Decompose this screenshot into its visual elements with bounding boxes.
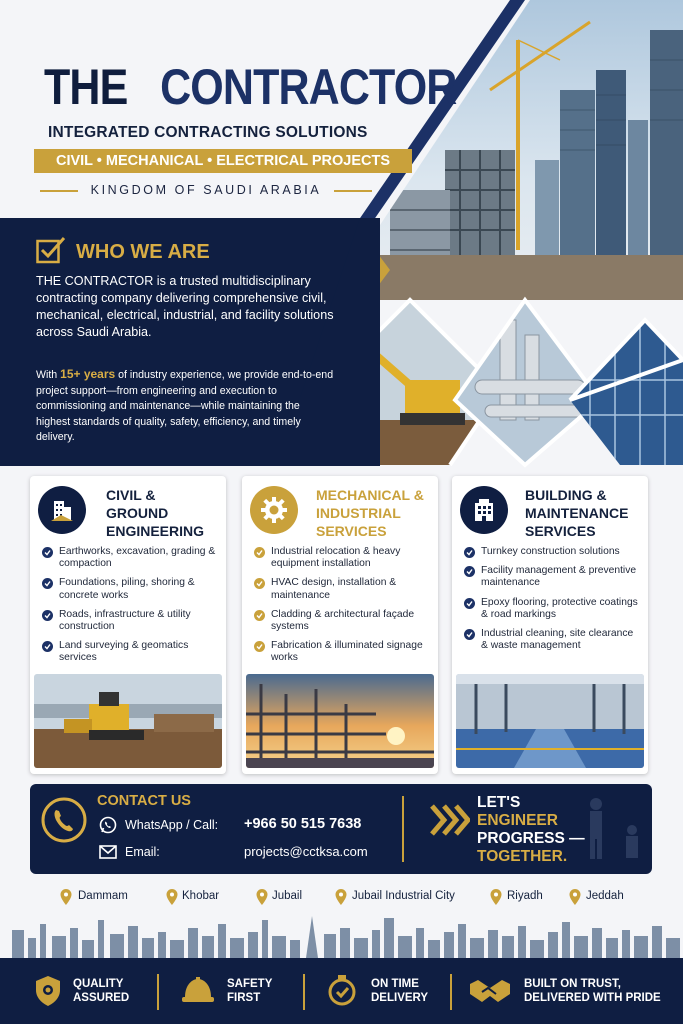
footer-item-delivery: [371, 977, 428, 1005]
card-title-line: MECHANICAL &: [316, 487, 424, 503]
list-item-text: Land surveying & geomatics services: [59, 640, 189, 664]
card-title: [106, 486, 204, 540]
phone-number-link[interactable]: +966 50 515 7638: [244, 816, 362, 832]
footer-label: BUILT ON TRUST,: [524, 978, 621, 990]
service-card-civil: [30, 476, 226, 774]
list-item: [464, 565, 640, 589]
city-skyline: [0, 910, 683, 958]
list-item-text: Industrial relocation & heavy equipment installation: [271, 546, 401, 570]
location-pin-icon: [166, 889, 178, 905]
hard-hat-icon: [180, 975, 216, 1005]
check-icon: [254, 547, 265, 558]
service-list: [42, 546, 218, 672]
list-item: [254, 577, 430, 601]
slogan-line: TOGETHER.: [477, 848, 568, 865]
slogan-line: PROGRESS —: [477, 830, 585, 847]
diagonal-stripe: [340, 0, 540, 240]
footer-label: ON TIME: [371, 978, 419, 990]
country-label: KINGDOM OF SAUDI ARABIA: [90, 183, 322, 197]
who-we-are-title: WHO WE ARE: [76, 241, 210, 263]
footer-item-safety: [227, 977, 272, 1005]
list-item: [254, 640, 430, 664]
chevrons-icon: [428, 803, 470, 837]
details-text-end: of industry experience, we provide end-to-end project support—from engineering and execution to commissioning and maintenance—while maintaining the highest standards of quality, safety, efficiency, and timely delivery.: [36, 369, 334, 443]
contact-title: CONTACT US: [97, 793, 191, 809]
list-item: [464, 628, 640, 652]
workers-silhouette: [570, 790, 650, 874]
location-pin-icon: [490, 889, 502, 905]
list-item: [254, 609, 430, 633]
card-title: [525, 486, 628, 540]
service-list: [464, 546, 640, 659]
disciplines-banner: CIVIL • MECHANICAL • ELECTRICAL PROJECTS: [34, 149, 412, 173]
city-name: Jeddah: [586, 890, 624, 902]
industrial-plant-photo: [246, 674, 434, 768]
card-title-line: SERVICES: [525, 523, 596, 539]
city-name: Riyadh: [507, 890, 543, 902]
footer-label: DELIVERY: [371, 992, 429, 1004]
location-pin-icon: [60, 889, 72, 905]
email-icon: [99, 845, 117, 859]
list-item-text: Turnkey construction solutions: [481, 546, 620, 557]
handshake-icon: [468, 976, 512, 1006]
service-card-mechanical: [242, 476, 438, 774]
bulldozer-photo: [34, 674, 222, 768]
card-title-line: GROUND: [106, 505, 169, 521]
footer-label: DELIVERED WITH PRIDE: [524, 992, 661, 1004]
stopwatch-icon: [326, 973, 358, 1007]
who-we-are-intro: THE CONTRACTOR is a trusted multidisciplinary contracting company delivering comprehensive civil, mechanical, electrical, industrial, and facility solutions across Saudi Arabia.: [36, 274, 334, 339]
location-pin-icon: [335, 889, 347, 905]
footer-item-quality: [73, 977, 129, 1005]
who-we-are-details: [36, 367, 336, 446]
card-title-line: ENGINEERING: [106, 523, 205, 539]
list-item: [254, 546, 430, 570]
list-item-text: Roads, infrastructure & utility construction: [59, 608, 191, 633]
whatsapp-icon: [99, 816, 117, 834]
list-item-text: Earthworks, excavation, grading & compaction: [59, 546, 216, 570]
city-list: [0, 885, 683, 911]
footer-item-trust: [524, 977, 661, 1005]
footer-label: FIRST: [227, 992, 261, 1004]
card-title-line: MAINTENANCE: [525, 505, 629, 521]
title-word-contractor: CONTRACTOR: [160, 59, 457, 115]
list-item: [464, 597, 640, 621]
email-label: Email:: [125, 845, 160, 859]
whatsapp-label: WhatsApp / Call:: [125, 818, 219, 832]
checkbox-icon: [36, 236, 66, 264]
check-icon: [254, 610, 265, 621]
list-item: [42, 609, 218, 633]
slogan-line: LET'S: [477, 794, 521, 811]
building-icon: [460, 486, 508, 534]
footer-label: ASSURED: [73, 992, 130, 1004]
service-card-building: [452, 476, 648, 774]
page-subtitle: INTEGRATED CONTRACTING SOLUTIONS: [48, 124, 368, 141]
divider: [334, 190, 372, 192]
divider: [402, 796, 404, 862]
list-item-text: Cladding & architectural façade systems: [271, 608, 415, 633]
check-icon: [464, 629, 475, 640]
card-title-line: INDUSTRIAL: [316, 505, 401, 521]
city-name: Dammam: [78, 890, 128, 902]
service-list: [254, 546, 430, 672]
city-name: Khobar: [182, 890, 220, 902]
card-title-line: SERVICES: [316, 523, 387, 539]
list-item-text: Foundations, piling, shoring & concrete works: [59, 577, 195, 601]
location-pin-icon: [569, 889, 581, 905]
location-pin-icon: [256, 889, 268, 905]
check-icon: [42, 547, 53, 558]
city-name: Jubail Industrial City: [352, 890, 455, 902]
check-icon: [254, 641, 265, 652]
card-title-line: BUILDING &: [525, 487, 607, 503]
divider: [40, 190, 78, 192]
list-item-text: Facility management & preventive maintenance: [481, 565, 637, 589]
list-item-text: Fabrication & illuminated signage works: [271, 640, 423, 664]
slogan-line: ENGINEER: [477, 812, 558, 829]
divider: [157, 974, 159, 1010]
divider: [303, 974, 305, 1010]
list-item: [42, 577, 218, 601]
card-title-line: CIVIL &: [106, 487, 156, 503]
check-icon: [464, 566, 475, 577]
warehouse-floor-photo: [456, 674, 644, 768]
check-icon: [42, 641, 53, 652]
civil-icon: [38, 486, 86, 534]
phone-icon: [40, 796, 88, 844]
list-item: [42, 640, 218, 664]
list-item-text: Industrial cleaning, site clearance & waste management: [481, 628, 634, 652]
list-item: [42, 546, 218, 570]
check-icon: [42, 578, 53, 589]
gear-icon: [250, 486, 298, 534]
years-highlight: 15+ years: [60, 367, 116, 381]
check-icon: [42, 610, 53, 621]
country-line: [40, 182, 372, 198]
list-item-text: HVAC design, installation & maintenance: [271, 577, 397, 601]
footer-label: SAFETY: [227, 978, 273, 990]
check-icon: [464, 547, 475, 558]
card-title: [316, 486, 424, 540]
check-icon: [464, 598, 475, 609]
list-item: [464, 546, 640, 558]
title-word-the: THE: [44, 59, 128, 115]
details-text-start: With: [36, 369, 61, 381]
city-name: Jubail: [272, 890, 303, 902]
footer-label: QUALITY: [73, 978, 124, 990]
shield-icon: [34, 975, 62, 1007]
email-link[interactable]: projects@cctksa.com: [244, 844, 368, 859]
check-icon: [254, 578, 265, 589]
list-item-text: Epoxy flooring, protective coatings & road markings: [481, 596, 638, 620]
page-title: [44, 58, 456, 116]
divider: [450, 974, 452, 1010]
slogan: [477, 794, 585, 866]
